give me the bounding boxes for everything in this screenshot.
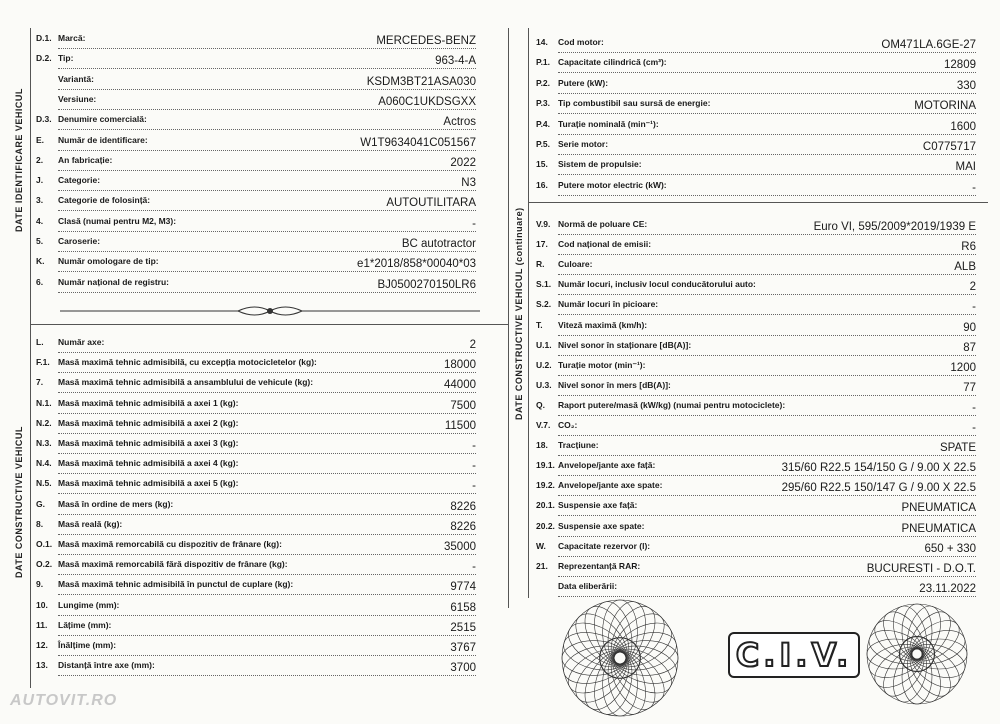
field-code: T. bbox=[536, 319, 543, 330]
field-code: D.3. bbox=[36, 114, 52, 125]
field-label: CO₂: bbox=[558, 420, 578, 430]
field-row bbox=[36, 536, 476, 556]
field-row bbox=[536, 156, 976, 176]
field-label: Masă maximă remorcabilă fără dispozitiv de frânare (kg): bbox=[58, 559, 288, 570]
field-value: 3767 bbox=[450, 642, 476, 654]
field-code: S.1. bbox=[536, 279, 552, 290]
dotted-leader bbox=[58, 453, 476, 454]
field-row bbox=[36, 213, 476, 233]
field-row bbox=[536, 116, 976, 136]
field-row bbox=[36, 415, 476, 435]
right-col-border bbox=[528, 28, 529, 598]
field-value: - bbox=[472, 561, 476, 574]
field-label: Serie motor: bbox=[558, 139, 609, 149]
field-label: Nivel sonor în mers [dB(A)]: bbox=[558, 379, 671, 390]
field-code: G. bbox=[36, 498, 45, 509]
field-value: 3700 bbox=[450, 662, 476, 675]
field-label: Anvelope/jante axe spate: bbox=[558, 480, 663, 491]
field-value: 1200 bbox=[950, 361, 976, 374]
field-row bbox=[36, 657, 476, 677]
dotted-leader bbox=[58, 352, 476, 353]
field-row bbox=[36, 253, 476, 273]
civ-logo bbox=[728, 632, 860, 678]
field-value: 2515 bbox=[450, 621, 476, 634]
field-value: 12809 bbox=[944, 59, 976, 72]
section-label-construct: DATE CONSTRUCTIVE VEHICUL bbox=[14, 426, 24, 578]
field-label: Turație motor (min⁻¹): bbox=[558, 359, 646, 370]
field-value: 7500 bbox=[450, 399, 476, 412]
field-value: N3 bbox=[461, 177, 476, 190]
field-value: MERCEDES-BENZ bbox=[376, 35, 476, 47]
field-code: P.2. bbox=[536, 77, 551, 88]
field-row bbox=[536, 518, 976, 538]
field-row bbox=[536, 136, 976, 156]
field-code: 20.1. bbox=[536, 500, 555, 511]
dotted-leader bbox=[558, 195, 976, 196]
field-label: Normă de poluare CE: bbox=[558, 219, 648, 229]
field-code: N.4. bbox=[36, 458, 52, 469]
dotted-leader bbox=[558, 93, 976, 94]
field-label: Versiune: bbox=[58, 93, 97, 104]
field-label: Capacitate rezervor (l): bbox=[558, 540, 651, 551]
field-code: 11. bbox=[36, 619, 48, 630]
field-code: 2. bbox=[36, 154, 44, 165]
field-code: 20.2. bbox=[536, 520, 555, 531]
field-row bbox=[36, 172, 476, 192]
field-row bbox=[36, 496, 476, 516]
field-code: 10. bbox=[36, 599, 48, 610]
field-value: MOTORINA bbox=[914, 100, 976, 113]
field-value: 23.11.2022 bbox=[919, 582, 976, 595]
dotted-leader bbox=[558, 274, 976, 275]
field-row bbox=[536, 75, 976, 95]
field-row bbox=[536, 34, 976, 54]
field-value: BJ0500270150LR6 bbox=[377, 278, 476, 291]
field-row bbox=[36, 354, 476, 374]
field-code: U.2. bbox=[536, 359, 552, 370]
dotted-leader bbox=[558, 355, 976, 356]
dotted-leader bbox=[58, 251, 476, 252]
dotted-leader bbox=[58, 170, 476, 171]
field-row bbox=[36, 50, 476, 70]
field-code: R. bbox=[536, 259, 545, 270]
field-value: 2 bbox=[469, 339, 476, 351]
field-label: Nivel sonor în staționare [dB(A)]: bbox=[558, 339, 692, 350]
civ-logo-text: C.I.V. bbox=[735, 636, 853, 674]
field-label: Sistem de propulsie: bbox=[558, 159, 642, 170]
field-label: Categorie de folosință: bbox=[58, 195, 151, 206]
field-row bbox=[536, 337, 976, 357]
field-row bbox=[36, 516, 476, 536]
dotted-leader bbox=[58, 231, 476, 232]
section-label-identification: DATE IDENTIFICARE VEHICUL bbox=[14, 88, 24, 232]
field-code: N.1. bbox=[36, 397, 52, 408]
left-border bbox=[30, 28, 31, 688]
field-value: 650 + 330 bbox=[924, 542, 976, 555]
field-value: 8226 bbox=[450, 500, 476, 513]
field-value: KSDM3BT21ASA030 bbox=[366, 75, 476, 88]
dotted-leader bbox=[58, 89, 476, 90]
field-row bbox=[36, 455, 476, 475]
field-value: - bbox=[972, 181, 976, 194]
field-label: Cod național de emisii: bbox=[558, 239, 652, 250]
field-row bbox=[536, 538, 976, 558]
field-code: 18. bbox=[536, 440, 548, 451]
field-row bbox=[536, 497, 976, 517]
field-row bbox=[36, 475, 476, 495]
field-code: P.4. bbox=[536, 118, 551, 129]
field-label: Masă maximă remorcabilă cu dispozitiv de frânare (kg): bbox=[58, 539, 282, 549]
field-label: Masă maximă tehnic admisibilă a axei 2 (kg): bbox=[58, 417, 239, 428]
field-row bbox=[36, 71, 476, 91]
field-label: Tip combustibil sau sursă de energie: bbox=[558, 98, 711, 109]
dotted-leader bbox=[558, 314, 976, 315]
dotted-leader bbox=[58, 554, 476, 555]
field-value: - bbox=[472, 480, 476, 493]
field-row bbox=[36, 334, 476, 354]
field-row bbox=[536, 437, 976, 457]
field-label: Categorie: bbox=[58, 175, 101, 186]
field-value: 963-4-A bbox=[435, 55, 476, 68]
dotted-leader bbox=[58, 534, 476, 535]
dotted-leader bbox=[558, 254, 976, 255]
field-code: O.1. bbox=[36, 539, 53, 549]
field-label: Masă maximă tehnic admisibilă, cu excepția motocicletelor (kg): bbox=[58, 357, 317, 368]
field-value: BC autotractor bbox=[401, 238, 476, 250]
dotted-leader bbox=[558, 435, 976, 436]
field-label: Masă maximă tehnic admisibilă a axei 3 (kg): bbox=[58, 438, 239, 448]
field-label: Număr național de registru: bbox=[58, 276, 169, 287]
field-label: Lungime (mm): bbox=[58, 599, 120, 610]
field-code: 5. bbox=[36, 236, 44, 246]
field-code: 14. bbox=[536, 37, 548, 47]
dotted-leader bbox=[58, 392, 476, 393]
field-label: Capacitate cilindrică (cm³): bbox=[558, 57, 667, 68]
field-row bbox=[536, 558, 976, 578]
field-label: Număr locuri, inclusiv locul conducătorului auto: bbox=[558, 279, 756, 290]
center-divider bbox=[508, 28, 509, 608]
dotted-leader bbox=[58, 413, 476, 414]
field-label: Clasă (numai pentru M2, M3): bbox=[58, 215, 177, 226]
field-code: 7. bbox=[36, 377, 44, 388]
field-label: Putere (kW): bbox=[558, 77, 609, 88]
field-row bbox=[536, 276, 976, 296]
field-code: D.2. bbox=[36, 53, 52, 64]
field-value: 6158 bbox=[450, 601, 476, 614]
field-label: Caroserie: bbox=[58, 236, 101, 246]
left-section-divider bbox=[30, 324, 508, 325]
dotted-leader bbox=[558, 113, 976, 114]
right-section-divider bbox=[528, 202, 988, 203]
dotted-leader bbox=[558, 475, 976, 476]
dotted-leader bbox=[58, 372, 476, 373]
dotted-leader bbox=[558, 72, 976, 73]
field-row bbox=[536, 457, 976, 477]
field-code: S.2. bbox=[536, 299, 552, 310]
dotted-leader bbox=[58, 190, 476, 191]
dotted-leader bbox=[58, 129, 476, 130]
dotted-leader bbox=[558, 154, 976, 155]
field-code: P.3. bbox=[536, 98, 551, 109]
field-label: Înălțime (mm): bbox=[58, 640, 117, 650]
field-label: Viteză maximă (km/h): bbox=[558, 319, 648, 330]
field-row bbox=[536, 95, 976, 115]
field-code: 3. bbox=[36, 195, 44, 206]
field-row bbox=[36, 617, 476, 637]
field-code: E. bbox=[36, 134, 45, 145]
field-code: 17. bbox=[536, 239, 548, 250]
field-label: Cod motor: bbox=[558, 37, 604, 47]
field-row bbox=[36, 597, 476, 617]
field-label: Culoare: bbox=[558, 259, 593, 270]
field-code: O.2. bbox=[36, 559, 53, 570]
dotted-leader bbox=[58, 655, 476, 656]
field-label: Denumire comercială: bbox=[58, 114, 147, 125]
dotted-leader bbox=[58, 150, 476, 151]
field-value: 9774 bbox=[450, 581, 476, 594]
field-code: J. bbox=[36, 175, 44, 186]
field-label: Distanță între axe (mm): bbox=[58, 660, 155, 671]
field-code: 8. bbox=[36, 518, 44, 529]
field-row bbox=[36, 556, 476, 576]
field-code: 19.2. bbox=[536, 480, 555, 491]
field-value: 77 bbox=[963, 381, 976, 394]
dotted-leader bbox=[58, 594, 476, 595]
field-label: Raport putere/masă (kW/kg) (numai pentru motociclete): bbox=[558, 399, 786, 410]
field-label: Număr axe: bbox=[58, 337, 105, 347]
field-label: Număr de identificare: bbox=[58, 134, 148, 145]
field-value: Actros bbox=[443, 116, 476, 129]
field-row bbox=[36, 91, 476, 111]
dotted-leader bbox=[558, 495, 976, 496]
field-label: Masă maximă tehnic admisibilă a axei 4 (kg): bbox=[58, 458, 239, 469]
field-row bbox=[36, 30, 476, 50]
field-value: - bbox=[972, 401, 976, 414]
field-label: An fabricație: bbox=[58, 154, 113, 165]
dotted-leader bbox=[58, 635, 476, 636]
field-row bbox=[36, 233, 476, 253]
field-label: Tip: bbox=[58, 53, 74, 64]
dotted-leader bbox=[558, 375, 976, 376]
field-row bbox=[536, 236, 976, 256]
dotted-leader bbox=[58, 675, 476, 676]
field-value: PNEUMATICA bbox=[901, 522, 976, 535]
field-row bbox=[536, 54, 976, 74]
field-value: 44000 bbox=[444, 379, 476, 392]
field-label: Tracțiune: bbox=[558, 440, 599, 451]
field-value: 315/60 R22.5 154/150 G / 9.00 X 22.5 bbox=[781, 462, 976, 475]
field-value: 18000 bbox=[444, 359, 476, 372]
field-label: Turație nominală (min⁻¹): bbox=[558, 118, 659, 129]
field-value: 8226 bbox=[450, 520, 476, 533]
field-value: 2022 bbox=[450, 156, 476, 169]
field-code: 16. bbox=[536, 179, 548, 190]
field-row bbox=[536, 397, 976, 417]
field-code: V.9. bbox=[536, 219, 551, 229]
field-label: Putere motor electric (kW): bbox=[558, 179, 667, 190]
dotted-leader bbox=[58, 210, 476, 211]
dotted-leader bbox=[58, 574, 476, 575]
dotted-leader bbox=[58, 271, 476, 272]
field-value: 1600 bbox=[950, 120, 976, 133]
field-code: N.3. bbox=[36, 438, 52, 448]
field-label: Masă reală (kg): bbox=[58, 518, 123, 529]
dotted-leader bbox=[58, 109, 476, 110]
field-value: MAI bbox=[955, 161, 976, 174]
field-row bbox=[536, 317, 976, 337]
field-code: N.2. bbox=[36, 417, 52, 428]
field-value: e1*2018/858*00040*03 bbox=[357, 258, 476, 271]
field-code: 19.1. bbox=[536, 460, 555, 471]
dotted-leader bbox=[558, 515, 976, 516]
dotted-leader bbox=[558, 536, 976, 537]
field-code: N.5. bbox=[36, 478, 52, 489]
field-row bbox=[536, 177, 976, 197]
field-code: P.1. bbox=[536, 57, 551, 68]
field-value: 2 bbox=[969, 281, 976, 294]
field-row bbox=[536, 357, 976, 377]
field-label: Lățime (mm): bbox=[58, 619, 112, 630]
dotted-leader bbox=[58, 48, 476, 49]
dotted-leader bbox=[558, 415, 976, 416]
dotted-leader bbox=[58, 68, 476, 69]
field-label: Variantă: bbox=[58, 73, 94, 84]
field-code: V.7. bbox=[536, 420, 551, 430]
ornament-divider bbox=[60, 302, 480, 320]
field-value: - bbox=[472, 460, 476, 473]
field-code: 4. bbox=[36, 215, 44, 226]
field-label: Număr omologare de tip: bbox=[58, 256, 159, 267]
field-row bbox=[36, 152, 476, 172]
dotted-leader bbox=[558, 234, 976, 235]
field-code: 15. bbox=[536, 159, 548, 170]
field-value: R6 bbox=[961, 241, 976, 254]
field-label: Masă maximă tehnic admisibilă a ansamblului de vehicule (kg): bbox=[58, 377, 314, 388]
field-row bbox=[36, 111, 476, 131]
field-value: - bbox=[972, 301, 976, 314]
dotted-leader bbox=[558, 576, 976, 577]
field-row bbox=[536, 296, 976, 316]
field-row bbox=[36, 576, 476, 596]
field-code: 9. bbox=[36, 579, 44, 590]
dotted-leader bbox=[558, 395, 976, 396]
field-row bbox=[36, 274, 476, 294]
field-code: W. bbox=[536, 540, 546, 551]
field-code: U.3. bbox=[536, 379, 552, 390]
field-value: 87 bbox=[963, 341, 976, 354]
section-label-construct-continued: DATE CONSTRUCTIVE VEHICUL (continuare) bbox=[514, 207, 524, 420]
field-code: L. bbox=[36, 337, 44, 347]
dotted-leader bbox=[558, 335, 976, 336]
field-row bbox=[536, 256, 976, 276]
field-label: Data eliberării: bbox=[558, 580, 618, 591]
field-row bbox=[536, 377, 976, 397]
field-value: BUCURESTI - D.O.T. bbox=[866, 562, 976, 575]
field-value: SPATE bbox=[940, 442, 976, 455]
field-label: Reprezentanță RAR: bbox=[558, 560, 641, 571]
dotted-leader bbox=[58, 473, 476, 474]
dotted-leader bbox=[58, 292, 476, 293]
field-row bbox=[536, 216, 976, 236]
field-label: Masă în ordine de mers (kg): bbox=[58, 498, 174, 509]
field-code: K. bbox=[36, 256, 45, 267]
dotted-leader bbox=[58, 615, 476, 616]
field-value: 330 bbox=[956, 79, 976, 92]
field-label: Suspensie axe față: bbox=[558, 500, 638, 511]
dotted-leader bbox=[58, 433, 476, 434]
field-label: Masă maximă tehnic admisibilă a axei 5 (kg): bbox=[58, 478, 239, 489]
field-label: Anvelope/jante axe față: bbox=[558, 460, 656, 471]
field-value: A060C1UKDSGXX bbox=[378, 95, 476, 108]
field-value: - bbox=[472, 217, 476, 230]
field-value: - bbox=[472, 440, 476, 452]
field-label: Masă maximă tehnic admisibilă a axei 1 (kg): bbox=[58, 397, 239, 408]
guilloche-seal-right bbox=[862, 594, 972, 714]
field-row bbox=[36, 435, 476, 455]
field-value: 90 bbox=[963, 321, 976, 334]
field-row bbox=[36, 637, 476, 657]
field-row bbox=[536, 477, 976, 497]
field-label: Număr locuri în picioare: bbox=[558, 299, 659, 310]
field-value: PNEUMATICA bbox=[901, 502, 976, 515]
field-code: 21. bbox=[536, 560, 548, 571]
field-label: Masă maximă tehnic admisibilă în punctul de cuplare (kg): bbox=[58, 579, 294, 590]
field-value: 35000 bbox=[444, 541, 476, 553]
field-value: 295/60 R22.5 150/147 G / 9.00 X 22.5 bbox=[781, 482, 976, 495]
field-label: Suspensie axe spate: bbox=[558, 520, 645, 531]
field-row bbox=[536, 417, 976, 437]
field-code: 12. bbox=[36, 640, 48, 650]
field-value: Euro VI, 595/2009*2019/1939 E bbox=[813, 221, 976, 233]
field-code: P.5. bbox=[536, 139, 551, 149]
field-row bbox=[36, 374, 476, 394]
field-row bbox=[36, 192, 476, 212]
guilloche-seal-left bbox=[515, 592, 725, 720]
watermark: AUTOVIT.RO bbox=[10, 692, 118, 709]
field-row bbox=[36, 395, 476, 415]
dotted-leader bbox=[58, 514, 476, 515]
field-code: Q. bbox=[536, 399, 545, 410]
field-value: W1T9634041C051567 bbox=[360, 136, 476, 149]
field-code: D.1. bbox=[36, 33, 52, 43]
dotted-leader bbox=[558, 174, 976, 175]
field-code: 13. bbox=[36, 660, 48, 671]
dotted-leader bbox=[558, 556, 976, 557]
field-value: - bbox=[972, 422, 976, 434]
field-value: C0775717 bbox=[922, 141, 976, 153]
field-row bbox=[36, 132, 476, 152]
field-label: Marcă: bbox=[58, 33, 86, 43]
dotted-leader bbox=[558, 294, 976, 295]
field-value: OM471LA.6GE-27 bbox=[881, 39, 976, 51]
dotted-leader bbox=[558, 455, 976, 456]
dotted-leader bbox=[558, 52, 976, 53]
dotted-leader bbox=[558, 134, 976, 135]
dotted-leader bbox=[58, 493, 476, 494]
field-value: ALB bbox=[954, 261, 976, 274]
field-value: AUTOUTILITARA bbox=[386, 197, 476, 210]
field-code: F.1. bbox=[36, 357, 50, 368]
field-code: U.1. bbox=[536, 339, 552, 350]
field-value: 11500 bbox=[444, 419, 476, 432]
field-code: 6. bbox=[36, 276, 44, 287]
